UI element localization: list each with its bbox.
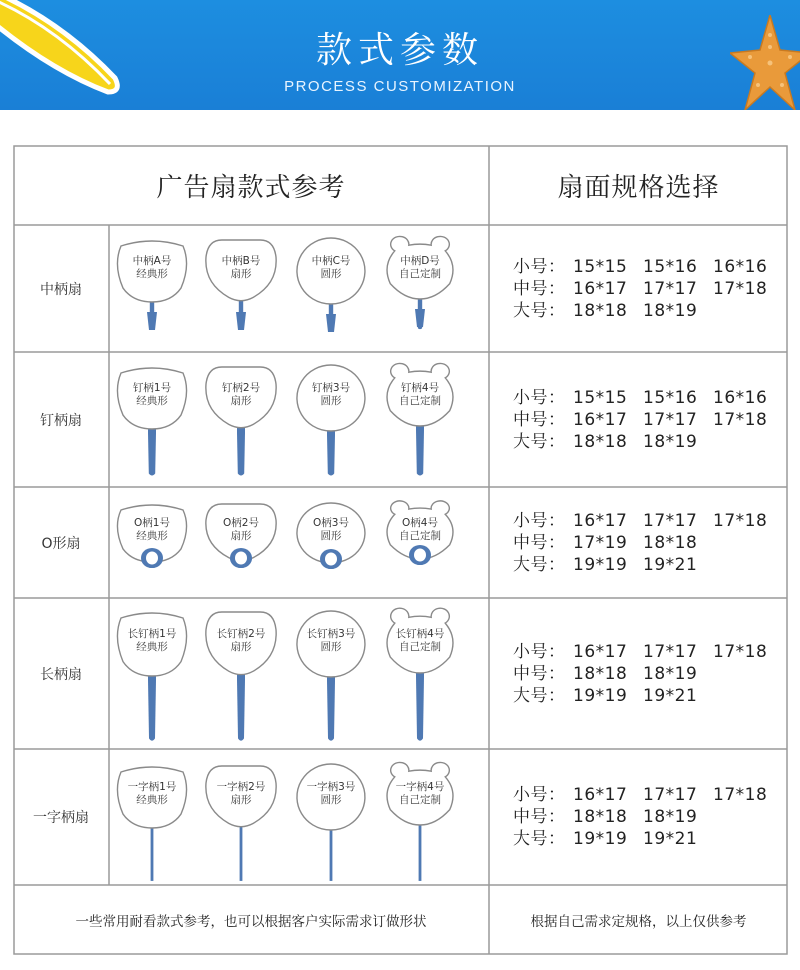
- fan-style-name: 长钉柄1号: [127, 628, 177, 640]
- footer-note-right: 根据自己需求定规格，以上仅供参考: [530, 914, 747, 930]
- row-label: 钉柄扇: [40, 412, 82, 429]
- page-subtitle: PROCESS CUSTOMIZATION: [284, 78, 516, 95]
- size-spec-key: 中号：: [513, 532, 566, 553]
- fan-shape-name: 经典形: [136, 268, 168, 280]
- size-spec-line: [513, 431, 783, 453]
- fan-label: [291, 781, 371, 807]
- fan-label: [112, 517, 192, 543]
- size-spec-list: [513, 510, 783, 576]
- fan-label: [112, 781, 192, 807]
- fan-shape-name: 圆形: [320, 395, 342, 407]
- size-spec-value: 17*17: [643, 409, 698, 430]
- fan-shape-name: 自己定制: [399, 794, 441, 806]
- fan-label: [201, 628, 281, 654]
- size-spec-value: 18*18: [573, 807, 628, 827]
- size-spec-value: 18*18: [573, 663, 628, 684]
- size-spec-key: 中号：: [513, 409, 566, 430]
- fan-shape-name: 自己定制: [399, 530, 441, 542]
- row-label: 一字柄扇: [33, 810, 89, 826]
- fan-style-name: 长钉柄4号: [395, 628, 445, 640]
- size-spec-value: 17*17: [643, 641, 698, 662]
- size-spec-key: 中号：: [513, 663, 566, 684]
- size-spec-value: 17*18: [713, 785, 768, 805]
- fan-style-name: 钉柄3号: [311, 382, 351, 394]
- size-spec-value: 19*21: [643, 554, 698, 575]
- size-spec-key: 大号：: [513, 431, 566, 452]
- size-spec-line: [513, 256, 783, 278]
- fan-diagram: [370, 598, 470, 749]
- fan-diagram: [281, 598, 381, 749]
- fan-label: [380, 628, 460, 654]
- size-spec-value: 15*16: [643, 387, 698, 408]
- size-spec-value: 17*17: [643, 785, 698, 805]
- size-spec-value: 17*18: [713, 409, 768, 430]
- size-spec-line: [513, 663, 783, 685]
- size-spec-value: 16*16: [713, 256, 768, 277]
- size-spec-key: 小号：: [513, 641, 566, 662]
- row-label: O形扇: [41, 535, 81, 552]
- size-spec-value: 17*17: [643, 278, 698, 299]
- size-spec-key: 小号：: [513, 387, 566, 408]
- fan-diagram: [102, 225, 202, 352]
- size-spec-line: [513, 510, 783, 532]
- size-spec-line: [513, 278, 783, 300]
- fan-label: [380, 781, 460, 807]
- size-spec-value: 18*19: [643, 300, 698, 321]
- size-spec-value: 16*17: [573, 409, 628, 430]
- fan-label: [291, 255, 371, 281]
- fan-style-name: 长钉柄3号: [306, 628, 356, 640]
- fan-label: [291, 628, 371, 654]
- size-spec-value: 15*15: [573, 256, 628, 277]
- size-spec-line: [513, 806, 783, 828]
- size-spec-value: 18*19: [643, 663, 698, 684]
- footer-note-left: 一些常用耐看款式参考，也可以根据客户实际需求订做形状: [75, 914, 427, 930]
- fan-diagram: [191, 352, 291, 487]
- fan-style-name: 钉柄2号: [221, 382, 261, 394]
- size-spec-key: 小号：: [513, 256, 566, 277]
- fan-diagram: [281, 352, 381, 487]
- size-spec-value: 19*19: [573, 685, 628, 706]
- size-spec-line: [513, 685, 783, 707]
- fan-style-name: 长钉柄2号: [216, 628, 266, 640]
- size-spec-value: 16*17: [573, 278, 628, 299]
- size-spec-list: [513, 387, 783, 453]
- size-spec-key: 大号：: [513, 554, 566, 575]
- size-spec-value: 16*17: [573, 641, 628, 662]
- size-spec-value: 19*21: [643, 829, 698, 849]
- row-label: 中柄扇: [40, 281, 82, 298]
- fan-diagram: [102, 352, 202, 487]
- size-spec-value: 19*21: [643, 685, 698, 706]
- fan-shape-name: 圆形: [320, 794, 342, 806]
- fan-label: [112, 382, 192, 408]
- fan-shape-name: 经典形: [136, 794, 168, 806]
- header-size-selection: 扇面规格选择: [557, 172, 720, 203]
- fan-diagram: [191, 749, 291, 885]
- fan-style-name: 钉柄1号: [132, 382, 172, 394]
- fan-label: [201, 517, 281, 543]
- page-title: 款式参数: [315, 30, 484, 71]
- fan-shape-name: 扇形: [230, 641, 252, 653]
- size-spec-value: 16*16: [713, 387, 768, 408]
- fan-style-name: O柄4号: [402, 517, 438, 529]
- fan-label: [112, 628, 192, 654]
- fan-label: [201, 781, 281, 807]
- size-spec-value: 17*18: [713, 278, 768, 299]
- fan-diagram: [191, 598, 291, 749]
- fan-label: [291, 382, 371, 408]
- size-spec-value: 17*18: [713, 510, 768, 531]
- fan-shape-name: 自己定制: [399, 268, 441, 280]
- fan-style-name: O柄1号: [134, 517, 170, 529]
- row-label: 长柄扇: [40, 666, 82, 683]
- size-spec-line: [513, 554, 783, 576]
- fan-label: [201, 255, 281, 281]
- fan-style-name: 一字柄1号: [127, 781, 177, 793]
- fan-label: [201, 382, 281, 408]
- size-spec-line: [513, 409, 783, 431]
- fan-style-name: 一字柄2号: [216, 781, 266, 793]
- size-spec-line: [513, 300, 783, 322]
- fan-shape-name: 扇形: [230, 530, 252, 542]
- fan-diagram: [370, 352, 470, 487]
- fan-diagram: [102, 598, 202, 749]
- fan-style-name: 中柄A号: [132, 255, 172, 267]
- fan-style-name: 一字柄4号: [395, 781, 445, 793]
- size-spec-line: [513, 784, 783, 806]
- spec-table: [13, 145, 788, 955]
- fan-shape-name: 圆形: [320, 268, 342, 280]
- size-spec-value: 16*17: [573, 785, 628, 805]
- size-spec-value: 17*18: [713, 641, 768, 662]
- size-spec-value: 15*15: [573, 387, 628, 408]
- size-spec-value: 19*19: [573, 554, 628, 575]
- fan-shape-name: 圆形: [320, 641, 342, 653]
- fan-shape-name: 经典形: [136, 641, 168, 653]
- size-spec-value: 18*18: [643, 532, 698, 553]
- fan-style-name: 中柄D号: [400, 255, 440, 267]
- size-spec-list: [513, 256, 783, 322]
- fan-label: [380, 517, 460, 543]
- fan-style-name: 钉柄4号: [400, 382, 440, 394]
- fan-diagram: [191, 225, 291, 352]
- size-spec-value: 18*18: [573, 431, 628, 452]
- size-spec-key: 中号：: [513, 278, 566, 299]
- size-spec-key: 小号：: [513, 785, 566, 805]
- fan-shape-name: 扇形: [230, 395, 252, 407]
- size-spec-line: [513, 532, 783, 554]
- size-spec-value: 17*17: [643, 510, 698, 531]
- fan-label: [112, 255, 192, 281]
- fan-diagram: [370, 225, 470, 352]
- size-spec-value: 15*16: [643, 256, 698, 277]
- fan-shape-name: 自己定制: [399, 641, 441, 653]
- fan-shape-name: 圆形: [320, 530, 342, 542]
- fan-style-name: 一字柄3号: [306, 781, 356, 793]
- fan-label: [380, 382, 460, 408]
- fan-shape-name: 经典形: [136, 395, 168, 407]
- size-spec-value: 16*17: [573, 510, 628, 531]
- size-spec-value: 19*19: [573, 829, 628, 849]
- fan-diagram: [102, 749, 202, 885]
- size-spec-key: 中号：: [513, 807, 566, 827]
- fan-label: [380, 255, 460, 281]
- size-spec-key: 大号：: [513, 685, 566, 706]
- header-banner: [0, 0, 800, 110]
- header-style-reference: 广告扇款式参考: [156, 172, 346, 203]
- size-spec-key: 小号：: [513, 510, 566, 531]
- fan-shape-name: 经典形: [136, 530, 168, 542]
- size-spec-value: 17*19: [573, 532, 628, 553]
- size-spec-key: 大号：: [513, 829, 566, 849]
- size-spec-value: 18*19: [643, 807, 698, 827]
- size-spec-line: [513, 641, 783, 663]
- fan-shape-name: 扇形: [230, 268, 252, 280]
- fan-shape-name: 扇形: [230, 794, 252, 806]
- fan-style-name: 中柄C号: [311, 255, 351, 267]
- fan-style-name: O柄2号: [223, 517, 259, 529]
- fan-label: [291, 517, 371, 543]
- size-spec-list: [513, 784, 783, 850]
- fan-shape-name: 自己定制: [399, 395, 441, 407]
- fan-style-name: 中柄B号: [221, 255, 261, 267]
- size-spec-line: [513, 828, 783, 850]
- fan-diagram: [281, 749, 381, 885]
- size-spec-value: 18*18: [573, 300, 628, 321]
- size-spec-list: [513, 641, 783, 707]
- fan-diagram: [281, 225, 381, 352]
- fan-diagram: [370, 749, 470, 885]
- size-spec-key: 大号：: [513, 300, 566, 321]
- size-spec-value: 18*19: [643, 431, 698, 452]
- fan-style-name: O柄3号: [313, 517, 349, 529]
- size-spec-line: [513, 387, 783, 409]
